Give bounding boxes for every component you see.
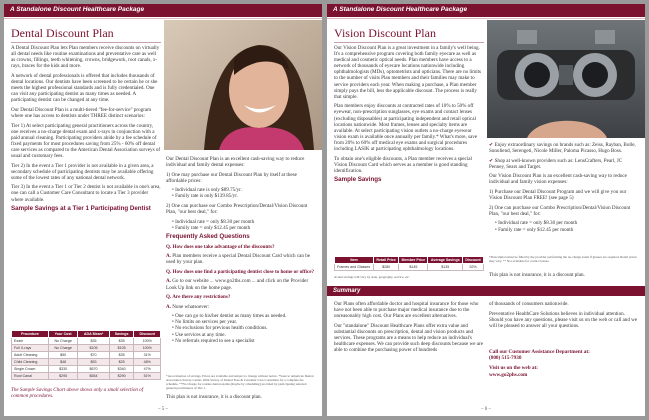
table-note: Actual savings will vary by state, geography, service, etc.	[334, 275, 410, 279]
col-discount: Discount	[134, 331, 161, 338]
summary-paragraph: of thousands of consumers nationwide.	[489, 301, 569, 307]
option2: 2) One can purchase our Combo Prescription/Dental/Vision Discount Plan, "our best deal," for:	[166, 203, 308, 216]
cell: $50	[49, 352, 78, 359]
summary-right	[489, 301, 639, 332]
option1-bullet: Individual rate is only $89.75/yr.	[175, 187, 242, 194]
card-paragraph: To obtain one's eligible discounts, a Plan member receives a special Vision Discount Card which serves as a member is good standing identification.	[334, 155, 472, 174]
footnote: *An evaluation of savings. Prices are available and subject to change without notice. *Source: American Dental Association Survey Center. 2004 Survey of Dental Fees & Customer Care Consultant for a complete fee schedule. **No Charge for routine dental exams (maybe by scheduling) provided by participating selected general practitioners of Tier 1.	[166, 374, 314, 390]
faq-question: How does one take advantage of the discounts?	[172, 243, 275, 250]
cell: No Charge	[49, 345, 78, 352]
photo-illustration	[164, 20, 322, 150]
option1-bullets: • Individual rate is only $89.75/yr. • Family rate is only $139.85/yr.	[172, 187, 242, 200]
savings-table	[334, 256, 484, 271]
eye-exam-photo	[487, 20, 645, 138]
cell: 47%	[134, 366, 161, 373]
header-band	[327, 4, 645, 17]
footnote: *Prescription must be filled by the provider performing the no-charge exam if glasses are required. Retail prices may vary. ** Not available for contact lenses.	[489, 255, 637, 263]
cell: 31%	[134, 352, 161, 359]
cell: Child Cleaning	[12, 359, 49, 366]
page-number: – 5 –	[158, 407, 168, 412]
faq-heading: Frequently Asked Questions	[166, 233, 250, 241]
cell: Exam	[12, 338, 49, 345]
summary-left	[334, 301, 484, 357]
cell: 48%	[134, 359, 161, 366]
smiling-woman-photo	[164, 20, 322, 150]
cell: 100%	[134, 338, 161, 345]
summary-paragraph: Our "standalone" Discount Healthcare Plans offer extra value and substantial discounts on prescription, dental and vision products and services. These programs are a means to help reduce an individual's healthcare expenses. We can provide such deep discounts because we are able to combine the purchasing power of hundreds	[334, 322, 483, 354]
tiered-paragraph: Our Dental Discount Plan is a multi-tiered "fee-for-service" program where one has access to dentists under THREE distinct scenarios:	[11, 106, 152, 119]
brands-bullet: Enjoy extraordinary savings on brands such as: Zeiss, Rayban, Bolle, Sunoliend, Serengeti, Nicole Miller, Paloma Picasso, Hugo Boss.	[489, 142, 636, 155]
col-savings: Savings	[109, 331, 134, 338]
right-column: Our Dental Discount Plan is an excellent cash-saving way to reduce individual and family dental expenses: 1) One may purchase our Dental Discount Plan by itself at these affordable prices: • Individual rate is only $89.75/yr. • Family rate is only $139.85/yr. 2) One can purchase our Combo Prescription/Dental/Vision Discount Plan, "our best deal," for: • Individual rate = only $8.30 per month • Family rate = only $12.45 per month Frequently Asked Questions Q. How does one take advantage of the discounts? A. Plan members receive a special Dental Discount Card which can be used by your plan. Q. How does one find a participating dentist close to home or office? A. Go to our website ... www.go2ths.com ... and click on the Provider Look Up link on the home page. Q. Are there any restrictions? A. None whatsoever: • One can go to his/her dentist as many times as needed. • No limits on services per year. • No exclusions for previous health conditions. • Use services at any time. • No referrals required to see a specialist	[166, 156, 315, 344]
option2: 2) One can purchase our Combo Prescription/Dental/Vision Discount Plan, "our best deal," for:	[489, 204, 631, 217]
restriction-bullet: No exclusions for previous health conditions.	[175, 325, 268, 332]
network-paragraph: A network of dental professionals is offered that includes thousands of dental locations. Our dentists have been screened to be certain he or she meets the highest professional standards and is fully credentialed. One can visit any participating dentist as many times as needed. A participating dentist can be changed at any time.	[11, 72, 158, 104]
cell: $135	[428, 264, 463, 271]
tier1-paragraph: Tier 1) At select participating general practitioners across the country, one receives a no-charge dental exam and x-rays in conjunction with a paid annual cleaning. Participating providers abide by a fee schedule of fixed payments for most procedures saving from 25% - 60% off dental care services as compared to the American Dental Association surveys of usual and customary fees.	[11, 122, 161, 159]
intro-paragraph: A Dental Discount Plan lets Plan members receive discounts on virtually all dental needs like routine examinations and preventative care as well as crowns, fillings, teeth whitening, crowns, bridgework, root canals, x-rays, braces for the kids and more.	[11, 45, 160, 70]
col-member: Member Price	[399, 257, 428, 264]
option2-bullet: Individual rate = only $8.30 per month	[498, 220, 578, 227]
cell: $295	[49, 373, 78, 380]
photo-illustration	[487, 20, 645, 138]
faq-question: Are there any restrictions?	[172, 294, 231, 301]
summary-paragraph: Preventative HealthCare Solutions believes in individual attention. Should you have any questions, please visit us on the web or call and we will be pleased to answer all your questions.	[489, 310, 638, 329]
savings-table	[11, 330, 161, 380]
cell: $25	[109, 359, 134, 366]
table-row	[12, 366, 161, 373]
summary-label: Summary	[333, 287, 361, 294]
plan-intro: Our Dental Discount Plan is an excellent cash-saving way to reduce individual and family dental expenses:	[166, 156, 305, 169]
cell: Root Canal	[12, 373, 49, 380]
faq-question: How does one find a participating dentist close to home or office?	[172, 268, 315, 275]
disclaimer: This plan is not insurance, it is a discount plan.	[166, 394, 262, 400]
header-divider	[327, 18, 645, 19]
right-column: ✔ Enjoy extraordinary savings on brands such as: Zeiss, Rayban, Bolle, Sunoliend, Serengeti, Nicole Miller, Paloma Picasso, Hugo Boss. ✔ Shop at well-known providers such as: LensCrafters, Pearl, JC Penney, Sears and Target. Our Vision Discount Plan is an excellent cash-saving way to reduce individual and family vision expenses: 1) Purchase our Dental Discount Program and we will give you our Vision Discount Plan FREE! (see page 5) 2) One can purchase our Combo Prescription/Dental/Vision Discount Plan, "our best deal," for: • Individual rate = only $8.30 per month • Family rate = only $12.45 per month	[489, 142, 639, 236]
faq-answer: None whatsoever:	[172, 303, 210, 310]
cell: 52%	[463, 264, 484, 271]
table-row	[12, 338, 161, 345]
col-avg-savings: Average Savings	[428, 257, 463, 264]
cell: $670	[78, 366, 110, 373]
col-item: Item	[335, 257, 374, 264]
restriction-bullet: No limits on services per year.	[175, 319, 238, 326]
restriction-bullets: • One can go to his/her dentist as many times as needed. • No limits on services per year. • No exclusions for previous health conditions. • Use services at any time. • No referrals required to see a specialist	[172, 313, 287, 344]
tier2-paragraph: Tier 2) In the event a Tier 1 provider is not available in a given area, a secondary schedule of participating dentists may be available offering some of the lowest rates of any national dental network.	[11, 162, 154, 181]
page-6	[327, 4, 645, 416]
col-your-cost: Your Cost	[49, 331, 78, 338]
summary-paragraph: Our Plans often affordable doctor and hospital insurance for those who have not been able to purchase major medical insurance due to the unreasonably high cost. Our Plans are excellent alternatives.	[334, 301, 479, 320]
summary-band	[327, 286, 645, 296]
cell: Full X-rays	[12, 345, 49, 352]
table-row	[12, 359, 161, 366]
table-header-row	[335, 257, 484, 264]
cell: Single Crown	[12, 366, 49, 373]
cell: Adult Cleaning	[12, 352, 49, 359]
faq-answer: Plan members receive a special Dental Discount Card which can be used by your plan.	[166, 253, 310, 266]
col-retail: Retail Price	[374, 257, 399, 264]
cell: $280	[374, 264, 399, 271]
cell: $290	[109, 373, 134, 380]
cell: Frames and Glasses	[335, 264, 374, 271]
discount-paragraph: Plan members enjoy discounts at contracted rates of 10% to 50% off eyewear, non-prescription sunglasses, eye exams and contact lenses (excluding disposables) at participating independent and retail optical locations nationwide. Most frames, lenses and specialty items are available. At select participating vision outlets a no-charge eyewear vision exam is available once annually per family.* What's more, save from 20% to 60% off medical eye exams and surgical procedures including LASIK at participating ophthalmology locations.	[334, 103, 478, 152]
plan-intro: Our Vision Discount Plan is an excellent cash-saving way to reduce individual and family vision expenses:	[489, 173, 627, 186]
left-column	[334, 45, 484, 186]
table-heading: Sample Savings	[334, 176, 382, 184]
option2-bullet: Individual rate = only $8.30 per month	[175, 218, 255, 225]
cell: $53	[78, 359, 110, 366]
disclaimer: This plan is not insurance, it is a discount plan.	[489, 272, 585, 278]
restriction-bullet: Use services at any time.	[175, 331, 226, 338]
col-discount: Discount	[463, 257, 484, 264]
col-ada-mean: ADA Mean*	[78, 331, 110, 338]
contact-web-label: Visit us on the web at:	[489, 365, 538, 372]
contact-phone[interactable]: (800) 515-7930	[489, 355, 522, 362]
page-title: Dental Discount Plan	[11, 26, 161, 43]
providers-bullet: Shop at well-known providers such as: LensCrafters, Pearl, JC Penney, Sears and Target.	[489, 157, 623, 170]
tier3-paragraph: Tier 3) In the event a Tier 1 or Tier 2 dentist is not available in one's area, one can call a Customer Care Consultant to locate a Tier 3 provider where available.	[11, 184, 161, 203]
contact-block	[489, 349, 639, 378]
table-row	[12, 373, 161, 380]
option1: 1) One may purchase our Dental Discount Plan by itself at these affordable prices:	[166, 171, 297, 184]
cell: $330	[49, 366, 78, 373]
header-band-text: A Standalone Discount Healthcare Package	[10, 6, 145, 13]
header-divider	[4, 18, 322, 19]
option1: 1) Purchase our Dental Discount Program and we will give you our Vision Discount Plan FREE! (see page 5)	[489, 189, 627, 202]
col-procedure: Procedure	[12, 331, 49, 338]
cell: $35	[109, 352, 134, 359]
cell: $105	[78, 345, 110, 352]
contact-website-link[interactable]: www.go2phs.com	[489, 371, 528, 378]
cell: $554	[78, 373, 110, 380]
header-band-text: A Standalone Discount Healthcare Package	[333, 6, 468, 13]
cell: 51%	[134, 373, 161, 380]
cell: $35	[109, 338, 134, 345]
cell: $145	[399, 264, 428, 271]
cell: 100%	[134, 345, 161, 352]
page-number: – 6 –	[481, 407, 491, 412]
restriction-bullet: One can go to his/her dentist as many times as needed.	[175, 313, 287, 320]
option2-bullet: Family rate = only $12.45 per month	[498, 226, 574, 233]
cell: $48	[49, 359, 78, 366]
table-row	[12, 345, 161, 352]
cell: $105	[109, 345, 134, 352]
table-row	[335, 264, 484, 271]
left-column	[11, 45, 161, 215]
cell: No Charge	[49, 338, 78, 345]
option2-bullet: Family rate = only $12.45 per month	[175, 224, 251, 231]
table-note: The Sample Savings Chart above shows only a small selection of common procedures.	[11, 387, 144, 400]
cell: $70	[78, 352, 110, 359]
option1-bullet: Family rate is only $139.85/yr.	[175, 193, 238, 200]
cell: $35	[78, 338, 110, 345]
header-band	[4, 4, 322, 17]
option2-bullets: • Individual rate = only $8.30 per month • Family rate = only $12.45 per month	[172, 218, 255, 231]
page-5	[4, 4, 322, 416]
table-heading: Sample Savings at a Tier 1 Participating Dentist	[11, 205, 151, 213]
restriction-bullet: No referrals required to see a specialist	[175, 337, 255, 344]
contact-call-label: Call our Customer Assistance Department at:	[489, 349, 590, 355]
option2-bullets: • Individual rate = only $8.30 per month • Family rate = only $12.45 per month	[495, 220, 578, 233]
table-header-row	[12, 331, 161, 338]
page-title: Vision Discount Plan	[334, 26, 484, 43]
faq-answer: Go to our website ... www.go2ths.com ... and click on the Provider Look Up link on the home page.	[166, 278, 309, 291]
table-row	[12, 352, 161, 359]
intro-paragraph: Our Vision Discount Plan is a great investment in a family's well being. It's a comprehensive program covering both family eyecare as well as medical and cosmetic optical needs. Plan members have access to a network of thousands of eyecare locations nationwide including ophthalmologists (MDs), optometrists and opticians. There are no limits to the number of visits Plan members and their families may make to service providers each year. When making a purchase, a Plan member simply pays the bill, less the applicable discount. The process is really that simple.	[334, 45, 482, 100]
cell: $340	[109, 366, 134, 373]
